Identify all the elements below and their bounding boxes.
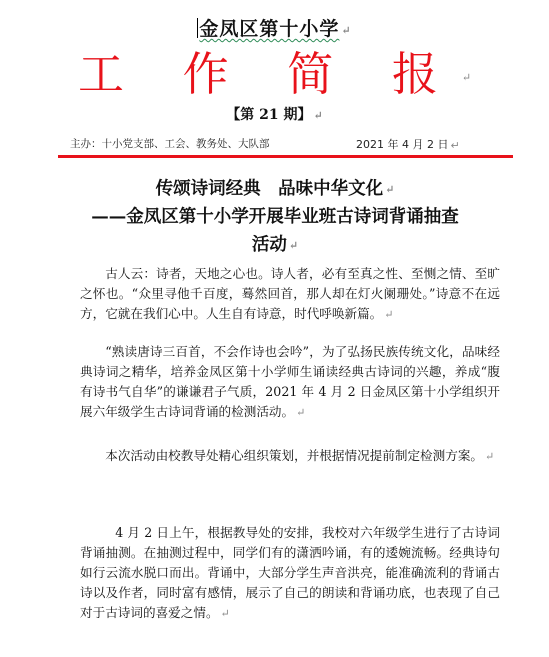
paragraph-text: “熟读唐诗三百首，不会作诗也会吟”，为了弘扬民族传统文化，品味经典诗词之精华，培养金凤区第十小学师生诵读经典古诗词的兴趣，养成“腹有诗书气自华”的谦谦君子气质，2021 年 4 月 2 日金凤区第十小学组织开展六年级学生古诗词背诵的检测活动。 <box>80 344 500 419</box>
return-arrow-icon: ↵ <box>461 71 472 84</box>
publish-date-wrap <box>356 136 460 152</box>
return-arrow-icon: ↵ <box>220 606 230 620</box>
paragraph-4 <box>80 523 500 624</box>
return-arrow-icon: ↵ <box>296 405 306 419</box>
headline-main: 传颂诗词经典 品味中华文化 <box>155 179 384 199</box>
red-divider <box>58 155 513 158</box>
headline-line-3 <box>60 232 490 259</box>
issue-number: 【第 21 期】 <box>226 107 312 123</box>
return-arrow-icon: ↵ <box>384 307 394 321</box>
return-arrow-icon: ↵ <box>450 138 460 152</box>
paragraph-text: 4 月 2 日上午，根据教导处的安排，我校对六年级学生进行了古诗词背诵抽测。在抽测过程中，同学们有的潇洒吟诵，有的逶婉流畅。经典诗句如行云流水脱口而出。背诵中，大部分学生声音洪亮，能准确流利的背诵古诗以及作者，同时富有感情，展示了自己的朗读和背诵功底，也表现了自己对于古诗词的喜爱之情。 <box>80 525 500 620</box>
paragraph-2 <box>80 342 500 423</box>
meta-line <box>70 136 500 151</box>
bulletin-title: 工 作 简 报 <box>77 47 460 101</box>
school-name-line <box>0 14 549 41</box>
return-arrow-icon: ↵ <box>313 108 323 122</box>
headline-sub: ——金凤区第十小学开展毕业班古诗词背诵抽查 <box>91 207 459 227</box>
sponsor-text: 主办：十小党支部、工会、教务处、大队部 <box>70 138 270 150</box>
bulletin-title-line <box>0 44 549 108</box>
return-arrow-icon: ↵ <box>341 23 352 37</box>
issue-line <box>0 104 549 124</box>
headline-sub-tail: 活动 <box>251 235 287 255</box>
paragraph-text: 古人云：诗者，天地之心也。诗人者，必有至真之性、至恻之情、至旷之怀也。“众里寻他千百度，蓦然回首，那人却在灯火阑珊处。”诗意不在远方，它就在我们心中。人生自有诗意，时代呼唤新篇。 <box>80 266 500 321</box>
return-arrow-icon: ↵ <box>385 182 395 196</box>
paragraph-1 <box>80 264 500 325</box>
school-name: 金凤区第十小学 <box>199 18 340 40</box>
headline-line-2 <box>60 204 490 230</box>
headline-line-1 <box>60 176 490 203</box>
publish-date: 2021 年 4 月 2 日 <box>356 138 449 151</box>
paragraph-3 <box>80 446 500 467</box>
return-arrow-icon: ↵ <box>485 449 495 463</box>
return-arrow-icon: ↵ <box>288 238 299 252</box>
paragraph-text: 本次活动由校教导处精心组织策划，并根据情况提前制定检测方案。 <box>105 448 483 463</box>
